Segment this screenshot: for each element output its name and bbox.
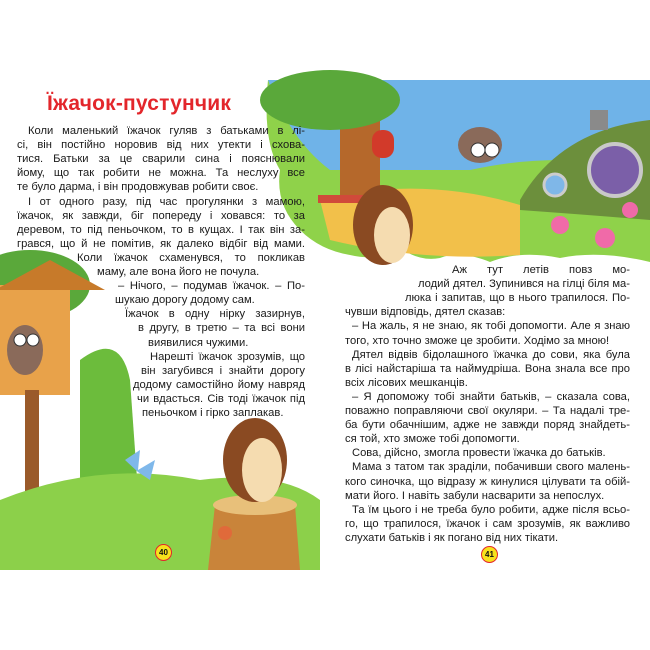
text-line: ба бути обачнішим, адже не завжди поряд знайдеть- bbox=[345, 419, 630, 432]
text-line: мати його. І навіть забули насварити за непослух. bbox=[345, 489, 605, 502]
text-line: Мама з татом так зраділи, побачивши свого малень- bbox=[352, 461, 630, 474]
text-line: Коли маленький їжачок гуляв з батьками в лі- bbox=[28, 125, 305, 137]
tree-door bbox=[372, 130, 394, 158]
text-line: го, що трапилося, їжачок і сам зрозумів, як важливо bbox=[345, 517, 630, 530]
text-line: – Я допоможу тобі знайти батьків, – сказала сова, bbox=[352, 390, 630, 403]
text-line: – Нічого, – подумав їжачок. – По- bbox=[118, 280, 305, 293]
mushroom bbox=[218, 526, 232, 540]
text-line: йому, що так робити не можна. Та неслуху все bbox=[17, 167, 305, 180]
page-number-right: 41 bbox=[481, 546, 498, 563]
text-line: чи вдасться. Сів тоді їжачок під bbox=[137, 392, 305, 405]
text-line: – На жаль, я не знаю, як тобі допомогти. Але я знаю bbox=[352, 320, 630, 333]
chimney bbox=[590, 110, 608, 130]
text-line: чувши відповідь, дятел сказав: bbox=[345, 306, 506, 319]
text-line: І от одного разу, під час прогулянки з мамою, bbox=[28, 195, 305, 208]
text-line: Сова, дійсно, змогла провести їжачка до батьків. bbox=[352, 447, 606, 460]
text-line: він загубився і знайти дорогу bbox=[141, 364, 305, 377]
text-line: Аж тут летів повз мо- bbox=[452, 264, 630, 276]
text-line: Та їм цього і не треба було робити, адже після всьо- bbox=[352, 503, 630, 516]
text-line: маму, але вона його не почула. bbox=[97, 266, 260, 278]
text-line: виявилися чужими. bbox=[148, 336, 249, 349]
text-line: в лісі найстаріша та наймудріша. Вона знала все про bbox=[345, 362, 630, 375]
text-line: те було дарма, і він продовжував робити своє. bbox=[17, 181, 259, 194]
text-line: Дятел відвів бідолашного їжачка до сови, яка була bbox=[352, 348, 630, 361]
page-number-left: 40 bbox=[155, 544, 172, 561]
text-line: Їжачок в одну нірку зазирнув, bbox=[125, 308, 305, 321]
text-line: тися. Батьки за це сварили сина і пояснювали bbox=[17, 153, 305, 166]
text-line: лодий дятел. Зупинився на гілці біля ма- bbox=[418, 278, 630, 291]
text-line: люка і запитав, що в нього трапилося. По- bbox=[405, 292, 630, 305]
text-line: ся той, хто зможе тобі допомогти. bbox=[345, 433, 520, 446]
text-line: деревом, то під пеньочком, то в кущах. І так він за- bbox=[17, 223, 305, 236]
text-line: грався, що й не помітив, як далеко відбіг від мами. bbox=[17, 237, 305, 250]
owl-with-glasses bbox=[7, 325, 43, 375]
text-line: Нарешті їжачок зрозумів, що bbox=[150, 350, 305, 363]
text-line: їжачок, як завжди, біг попереду і ховався: то за bbox=[17, 209, 305, 222]
story-title: Їжачок-пустунчик bbox=[47, 92, 232, 115]
text-line: в другу, в третю – та всі вони bbox=[138, 322, 305, 335]
text-line: слухати батьків і як погано від них тікати. bbox=[345, 531, 559, 544]
round-door bbox=[589, 144, 641, 196]
text-line: кого синочка, що відразу ж кинулися цілувати та обій- bbox=[345, 475, 630, 488]
text-line: Коли їжачок схаменувся, то покликав bbox=[77, 251, 305, 264]
text-line: того, хто точно зможе це зробити. Ходімо за мною! bbox=[345, 334, 610, 347]
text-line: шукаю дорогу додому сам. bbox=[115, 294, 255, 307]
text-line: сі, він постійно норовив від них утекти і схова- bbox=[17, 139, 305, 152]
forest-scene-illustration bbox=[260, 70, 650, 265]
text-line: всіх лісових мешканців. bbox=[345, 376, 468, 389]
text-line: додому самостійно йому навряд bbox=[133, 378, 305, 391]
text-line: поважно поправляючи свої окуляри. – Та надалі тре- bbox=[345, 405, 630, 417]
text-line: пеньочком і гірко заплакав. bbox=[142, 407, 284, 419]
